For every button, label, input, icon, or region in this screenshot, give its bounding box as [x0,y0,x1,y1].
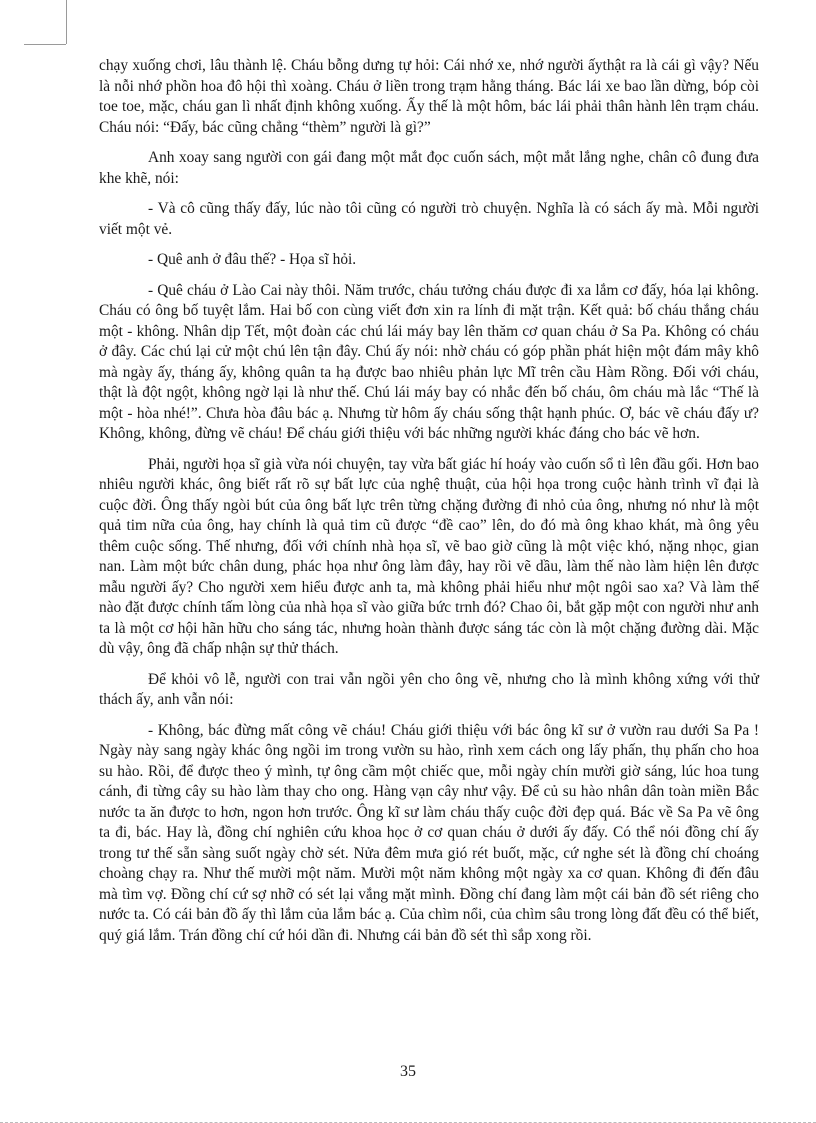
crop-mark-vertical [66,0,67,44]
body-text [99,56,759,956]
paragraph-7: Để khỏi vô lễ, người con trai vẫn ngồi yên cho ông vẽ, nhưng cho là mình không xứng với thử thách ấy, anh vẫn nói: [99,670,759,708]
paragraph-5: - Quê cháu ở Lào Cai này thôi. Năm trước, cháu tưởng cháu được đi xa lắm cơ đấy, hóa lại không. Cháu có ông bố tuyệt lắm. Hai bố con cùng viết đơn xin ra lính đi mặt trận. Kết quả: bố cháu thắng cháu một - không. Nhân dịp Tết, một đoàn các chú lái máy bay lên thăm cơ quan cháu ở Sa Pa. Không có cháu ở đây. Các chú lại cử một chú lên tận đây. Chú ấy nói: nhờ cháu có góp phần phát hiện một đám mây khô mà ngày ấy, tháng ấy, không quân ta hạ được bao nhiêu phản lực Mĩ trên cầu Hàm Rồng. Đối với cháu, thật là đột ngột, không ngờ lại là như thế. Chú lái máy bay có nhắc đến bố cháu, ôm cháu mà lắc “Thế là một - hòa nhé!”. Chưa hòa đâu bác ạ. Nhưng từ hôm ấy cháu sống thật hạnh phúc. Ơ, bác vẽ cháu đấy ư? Không, không, đừng vẽ cháu! Để cháu giới thiệu với bác những người khác đáng cho bác vẽ hơn. [99,281,759,442]
page-number: 35 [400,1063,416,1080]
crop-mark-horizontal [24,44,66,45]
paragraph-8: - Không, bác đừng mất công vẽ cháu! Cháu giới thiệu với bác ông kĩ sư ở vườn rau dưới Sa Pa ! Ngày này sang ngày khác ông ngồi im trong vườn su hào, rình xem cách ong lấy phấn, thụ phấn cho hoa su hào. Rồi, để được theo ý mình, tự ông cầm một chiếc que, mỗi ngày chín mười giờ sáng, lúc hoa tung cánh, đi từng cây su hào làm thay cho ong. Hàng vạn cây như vậy. Để củ su hào nhân dân toàn miền Bắc nước ta ăn được to hơn, ngon hơn trước. Ông kĩ sư làm cháu thấy cuộc đời đẹp quá. Bác về Sa Pa vẽ ông ta đi, bác. Hay là, đồng chí nghiên cứu khoa học ở cơ quan cháu ở dưới ấy đấy. Có thể nói đồng chí ấy trong tư thế sẵn sàng suốt ngày chờ sét. Nửa đêm mưa gió rét buốt, mặc, cứ nghe sét là đồng chí choáng choàng chạy ra. Như thế mười một năm. Mười một năm không một ngày xa cơ quan. Không đi đến đâu mà tìm vợ. Đồng chí cứ sợ nhỡ có sét lại vắng mặt mình. Đồng chí đang làm một cái bản đồ sét riêng cho nước ta. Có cái bản đồ ấy thì lắm của lắm bác ạ. Của chìm nổi, của chìm sâu trong lòng đất đều có thể biết, quý giá lắm. Trán đồng chí cứ hói dần đi. Nhưng cái bản đồ sét thì sắp xong rồi. [99,721,759,944]
paragraph-2: Anh xoay sang người con gái đang một mắt đọc cuốn sách, một mắt lắng nghe, chân cô đung đưa khe khẽ, nói: [99,149,759,187]
paragraph-1: chạy xuống chơi, lâu thành lệ. Cháu bỗng dưng tự hỏi: Cái nhớ xe, nhớ người ấythật ra là cái gì vậy? Nếu là nỗi nhớ phồn hoa đô hội thì xoàng. Cháu ở liền trong trạm hằng tháng. Bác lái xe bao lần dừng, bóp còi toe toe, mặc, cháu gan lì nhất định không xuống. Ấy thế là một hôm, bác lái phải thân hành lên trạm cháu. Cháu nói: “Đấy, bác cũng chẳng “thèm” người là gì?” [99,57,759,136]
paragraph-3: - Và cô cũng thấy đấy, lúc nào tôi cũng có người trò chuyện. Nghĩa là có sách ấy mà. Mỗi người viết một vẻ. [99,200,759,238]
paragraph-6: Phải, người họa sĩ già vừa nói chuyện, tay vừa bất giác hí hoáy vào cuốn sổ tì lên đầu gối. Hơn bao nhiêu người khác, ông biết rất rõ sự bất lực của nghệ thuật, của hội họa trong cuộc hành trình vĩ đại là cuộc đời. Ông thấy ngòi bút của ông bất lực trên từng chặng đường đi nhỏ của ông, nhưng nó như là một quả tim nữa của ông, hay chính là quả tim cũ được “đề cao” lên, do đó mà ông khao khát, mà ông yêu thêm cuộc sống. Thế nhưng, đối với chính nhà họa sĩ, vẽ bao giờ cũng là một việc khó, nặng nhọc, gian nan. Làm một bức chân dung, phác họa như ông làm đây, hay rồi vẽ dầu, làm thế nào làm hiện lên được mẫu người ấy? Cho người xem hiểu được anh ta, mà không phải hiểu như một ngôi sao xa? Và làm thế nào đặt được chính tấm lòng của nhà họa sĩ vào giữa bức trnh đó? Chao ôi, bắt gặp một con người như anh ta là một cơ hội hãn hữu cho sáng tác, nhưng hoàn thành được sáng tác còn là một chặng đường dài. Mặc dù vậy, ông đã chấp nhận sự thử thách. [99,455,759,657]
paragraph-4: - Quê anh ở đâu thế? - Họa sĩ hỏi. [148,251,357,268]
